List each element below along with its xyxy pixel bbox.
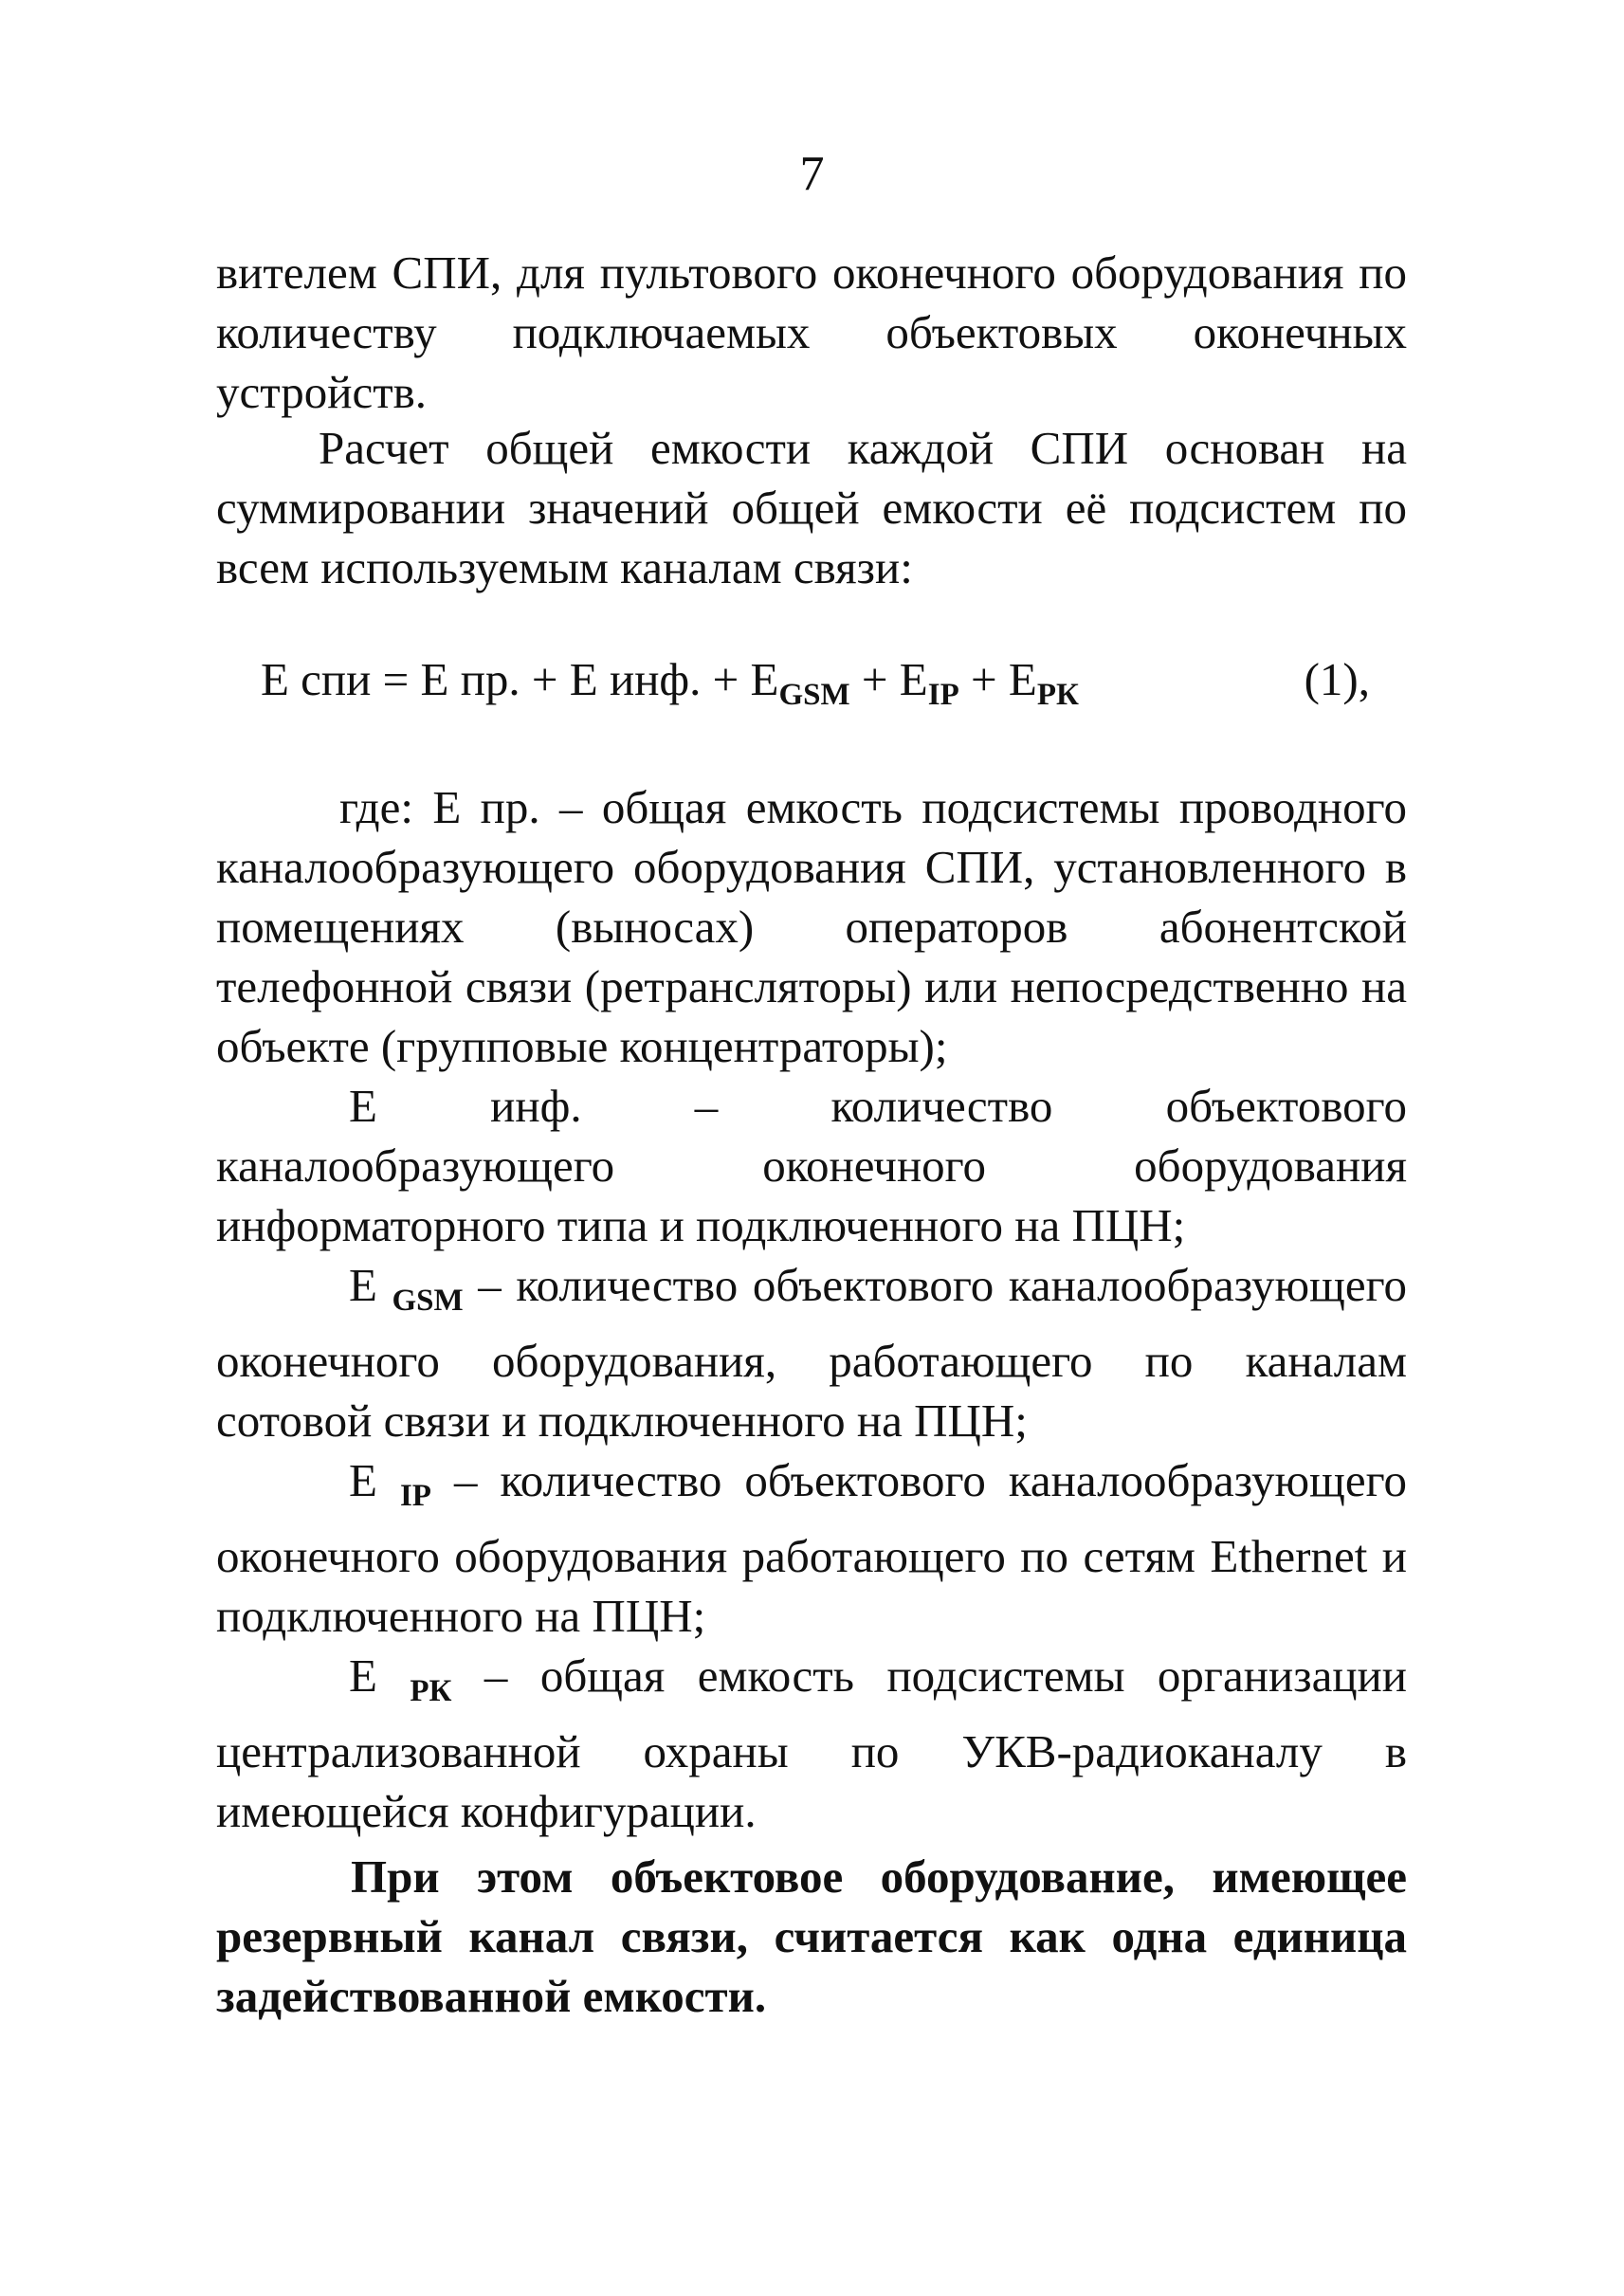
formula-sub-rk: РК: [1036, 678, 1079, 712]
definition-e-inf: Е инф. – количество объектового каналообразующего оконечного оборудования информаторного типа и подключенного на ПЦН;: [216, 1080, 1407, 1251]
definition-e-rk: [216, 1646, 1407, 1841]
formula-sub-gsm: GSM: [778, 678, 850, 712]
definition-e-gsm: [216, 1255, 1407, 1450]
definition-e-rk-prefix: Е: [349, 1649, 411, 1702]
formula-sub-ip: IP: [927, 678, 959, 712]
formula-lhs: Е спи = Е пр. + Е инф. + Е: [261, 653, 779, 705]
formula-total-capacity: [261, 649, 1370, 725]
definition-e-gsm-text: – количество объектового каналообразующего оконечного оборудования, работающего по каналам сотовой связи и подключенного на ПЦН;: [216, 1259, 1407, 1447]
definition-e-ip-prefix: Е: [349, 1454, 400, 1506]
formula-number: (1),: [1304, 653, 1370, 705]
formula-plus-rk: + Е: [958, 653, 1037, 705]
formula-plus-ip: + Е: [849, 653, 928, 705]
paragraph-continuation: вителем СПИ, для пультового оконечного оборудования по количеству подключаемых объектовых оконечных устройств.: [216, 246, 1407, 418]
definition-e-rk-text: – общая емкость подсистемы организации централизованной охраны по УКВ-радиоканалу в имеющейся конфигурации.: [216, 1649, 1407, 1837]
definition-e-gsm-prefix: Е: [349, 1259, 392, 1311]
definition-e-ip-text: – количество объектового каналообразующего оконечного оборудования работающего по сетям Ethernet и подключенного на ПЦН;: [216, 1454, 1407, 1642]
bold-note-backup-channel: При этом объектовое оборудование, имеющее резервный канал связи, считается как одна единица задействованной емкости.: [216, 1850, 1407, 2022]
definition-e-ip: [216, 1450, 1407, 1646]
definition-e-gsm-sub: GSM: [392, 1284, 464, 1318]
paragraph-capacity-calculation: Расчет общей емкости каждой СПИ основан на суммировании значений общей емкости её подсистем по всем используемым каналам связи:: [216, 422, 1407, 593]
definition-e-rk-sub: РК: [410, 1674, 452, 1708]
page-number: 7: [799, 147, 825, 201]
definition-e-ip-sub: IP: [399, 1479, 431, 1513]
definition-e-pr: где: Е пр. – общая емкость подсистемы проводного каналообразующего оборудования СПИ, установленного в помещениях (выносах) операторов абонентской телефонной связи (ретрансляторы) или непосредственно на объекте (групповые концентраторы);: [216, 781, 1407, 1072]
definitions-list: [216, 777, 1407, 1841]
